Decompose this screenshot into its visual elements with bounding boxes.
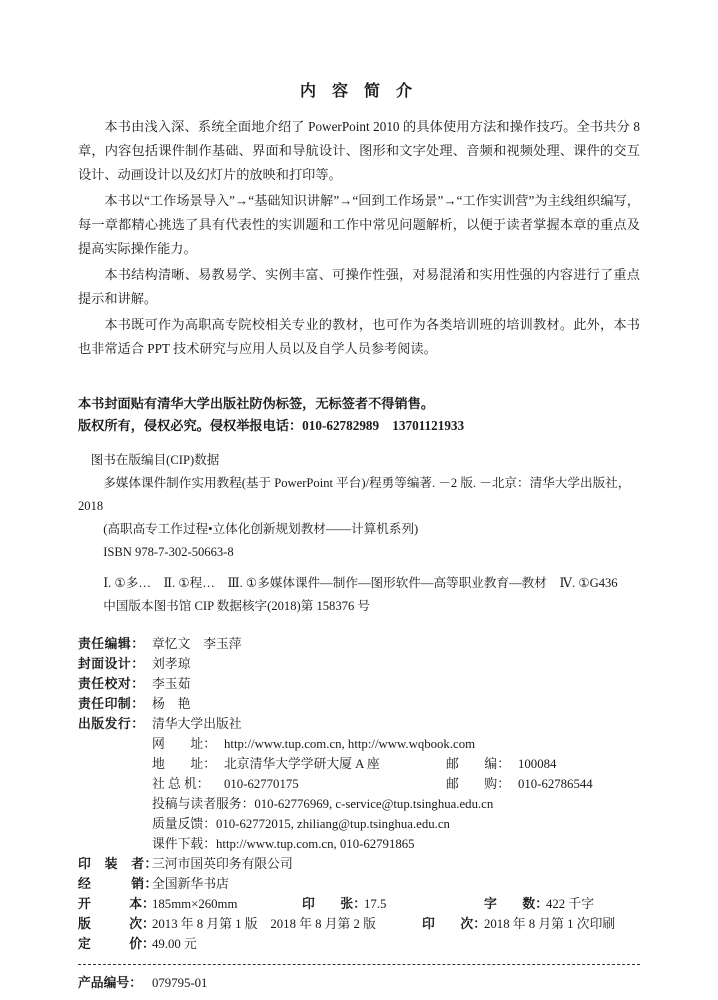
publisher-submission-label: 投稿与读者服务： (152, 797, 255, 811)
copyright-notice (78, 393, 640, 437)
publisher-switchboard-value: 010-62770175 (224, 777, 299, 791)
cip-block (78, 449, 640, 618)
staff-value-print-supervisor: 杨 艳 (152, 697, 191, 711)
price-label: 定 价： (78, 937, 155, 951)
spec-row-edition (78, 914, 640, 934)
product-number-value: 079795-01 (152, 976, 208, 990)
spec-row-format (78, 894, 640, 914)
sheets-label: 印 张： (302, 897, 366, 911)
printer-value: 三河市国英印务有限公司 (152, 857, 293, 871)
staff-label-editor: 责任编辑： (78, 637, 145, 651)
publisher-website-value[interactable]: http://www.tup.com.cn, http://www.wqbook.com (224, 737, 476, 751)
product-number-row (78, 973, 640, 993)
publisher-mailorder-value: 010-62786544 (518, 777, 593, 791)
publisher-switchboard-row (152, 774, 640, 794)
publisher-mailorder-label: 邮 购： (446, 777, 510, 791)
publisher-postcode-label: 邮 编： (446, 757, 510, 771)
publisher-website-label: 网 址： (152, 737, 216, 751)
staff-label-proofreader: 责任校对： (78, 677, 145, 691)
publisher-address-label: 地 址： (152, 757, 216, 771)
cip-line-1: 多媒体课件制作实用教程(基于 PowerPoint 平台)/程勇等编著. －2 版. －北京：清华大学出版社， (103, 476, 631, 490)
cip-classification: Ⅰ. ①多… Ⅱ. ①程… Ⅲ. ①多媒体课件—制作—图形软件—高等职业教育—教材 Ⅳ. ①G436 (103, 576, 618, 590)
price-value: 49.00 元 (152, 937, 197, 951)
staff-row-editor (78, 634, 640, 654)
impression-value: 2018 年 8 月第 1 次印刷 (484, 917, 616, 931)
staff-label-cover-designer: 封面设计： (78, 657, 145, 671)
page-title: 内 容 简 介 (299, 83, 418, 100)
cip-series-line: (高职高专工作过程•立体化创新规划教材——计算机系列) (103, 522, 419, 536)
abstract-paragraph-4: 本书既可作为高职高专院校相关专业的教材，也可作为各类培训班的培训教材。此外，本书也非常适合 PPT 技术研究与应用人员以及自学人员参考阅读。 (78, 317, 640, 356)
wordcount-label: 字 数： (484, 897, 548, 911)
abstract-paragraph-1: 本书由浅入深、系统全面地介绍了 PowerPoint 2010 的具体使用方法和操作技巧。全书共分 8 章，内容包括课件制作基础、界面和导航设计、图形和文字处理、音频和视频处理、课件的交互设计、动画设计以及幻灯片的放映和打印等。 (78, 119, 640, 182)
edition-label: 版 次： (78, 917, 155, 931)
publisher-submission-row (152, 794, 640, 814)
impression-label: 印 次： (422, 917, 486, 931)
publisher-courseware-row (152, 834, 640, 854)
abstract-paragraph-2: 本书以“工作场景导入”→“基础知识讲解”→“回到工作场景”→“工作实训营”为主线组织编写，每一章都精心挑选了具有代表性的实训题和工作中常见问题解析，以便于读者掌握本章的重点及提高实际操作能力。 (78, 193, 640, 256)
publisher-row (78, 714, 640, 734)
cip-line-2: 2018 (78, 499, 104, 513)
staff-label-print-supervisor: 责任印制： (78, 697, 145, 711)
publisher-label: 出版发行： (78, 717, 145, 731)
page-content (78, 78, 640, 993)
staff-row-print-supervisor (78, 694, 640, 714)
format-label: 开 本： (78, 897, 155, 911)
publisher-address-row (152, 754, 640, 774)
distributor-value: 全国新华书店 (152, 877, 229, 891)
printer-row (78, 854, 640, 874)
cip-catalog-number: 中国版本图书馆 CIP 数据核字(2018)第 158376 号 (103, 599, 370, 613)
publisher-value: 清华大学出版社 (152, 717, 242, 731)
format-value: 185mm×260mm (152, 897, 238, 911)
publisher-feedback-row (152, 814, 640, 834)
abstract-paragraph-3: 本书结构清晰、易教易学、实例丰富、可操作性强，对易混淆和实用性强的内容进行了重点提示和讲解。 (78, 267, 640, 306)
spacer (78, 363, 640, 393)
staff-value-editor: 章忆文 李玉萍 (152, 637, 242, 651)
publisher-address-value: 北京清华大学学研大厦 A 座 (224, 757, 380, 771)
publisher-courseware-value[interactable]: http://www.tup.com.cn, 010-62791865 (215, 837, 415, 851)
cip-isbn: ISBN 978-7-302-50663-8 (103, 545, 234, 559)
publisher-courseware-label: 课件下载： (152, 837, 216, 851)
distributor-label: 经 销： (78, 877, 158, 891)
distributor-row (78, 874, 640, 894)
staff-block (78, 634, 640, 954)
publisher-feedback-value[interactable]: 010-62772015, zhiliang@tup.tsinghua.edu.cn (215, 817, 450, 831)
publisher-postcode-value: 100084 (518, 757, 557, 771)
staff-row-cover-designer (78, 654, 640, 674)
staff-value-proofreader: 李玉茹 (152, 677, 191, 691)
anti-counterfeit-line: 本书封面贴有清华大学出版社防伪标签，无标签者不得销售。 (78, 396, 435, 411)
publisher-submission-value[interactable]: 010-62776969, c-service@tup.tsinghua.edu.cn (254, 797, 494, 811)
edition-value: 2013 年 8 月第 1 版 2018 年 8 月第 2 版 (152, 917, 376, 931)
divider (78, 964, 640, 965)
printer-label: 印 装 者： (78, 857, 158, 871)
spec-row-price (78, 934, 640, 954)
staff-row-proofreader (78, 674, 640, 694)
publisher-website-row (152, 734, 640, 754)
copyright-line: 版权所有，侵权必究。侵权举报电话：010-62782989 13701121933 (78, 418, 465, 433)
staff-value-cover-designer: 刘孝琼 (152, 657, 191, 671)
wordcount-value: 422 千字 (546, 897, 594, 911)
publisher-feedback-label: 质量反馈： (152, 817, 216, 831)
cip-heading: 图书在版编目(CIP)数据 (90, 453, 220, 467)
publisher-switchboard-label: 社 总 机： (152, 777, 210, 791)
product-number-label: 产品编号： (78, 976, 142, 990)
sheets-value: 17.5 (364, 897, 387, 911)
